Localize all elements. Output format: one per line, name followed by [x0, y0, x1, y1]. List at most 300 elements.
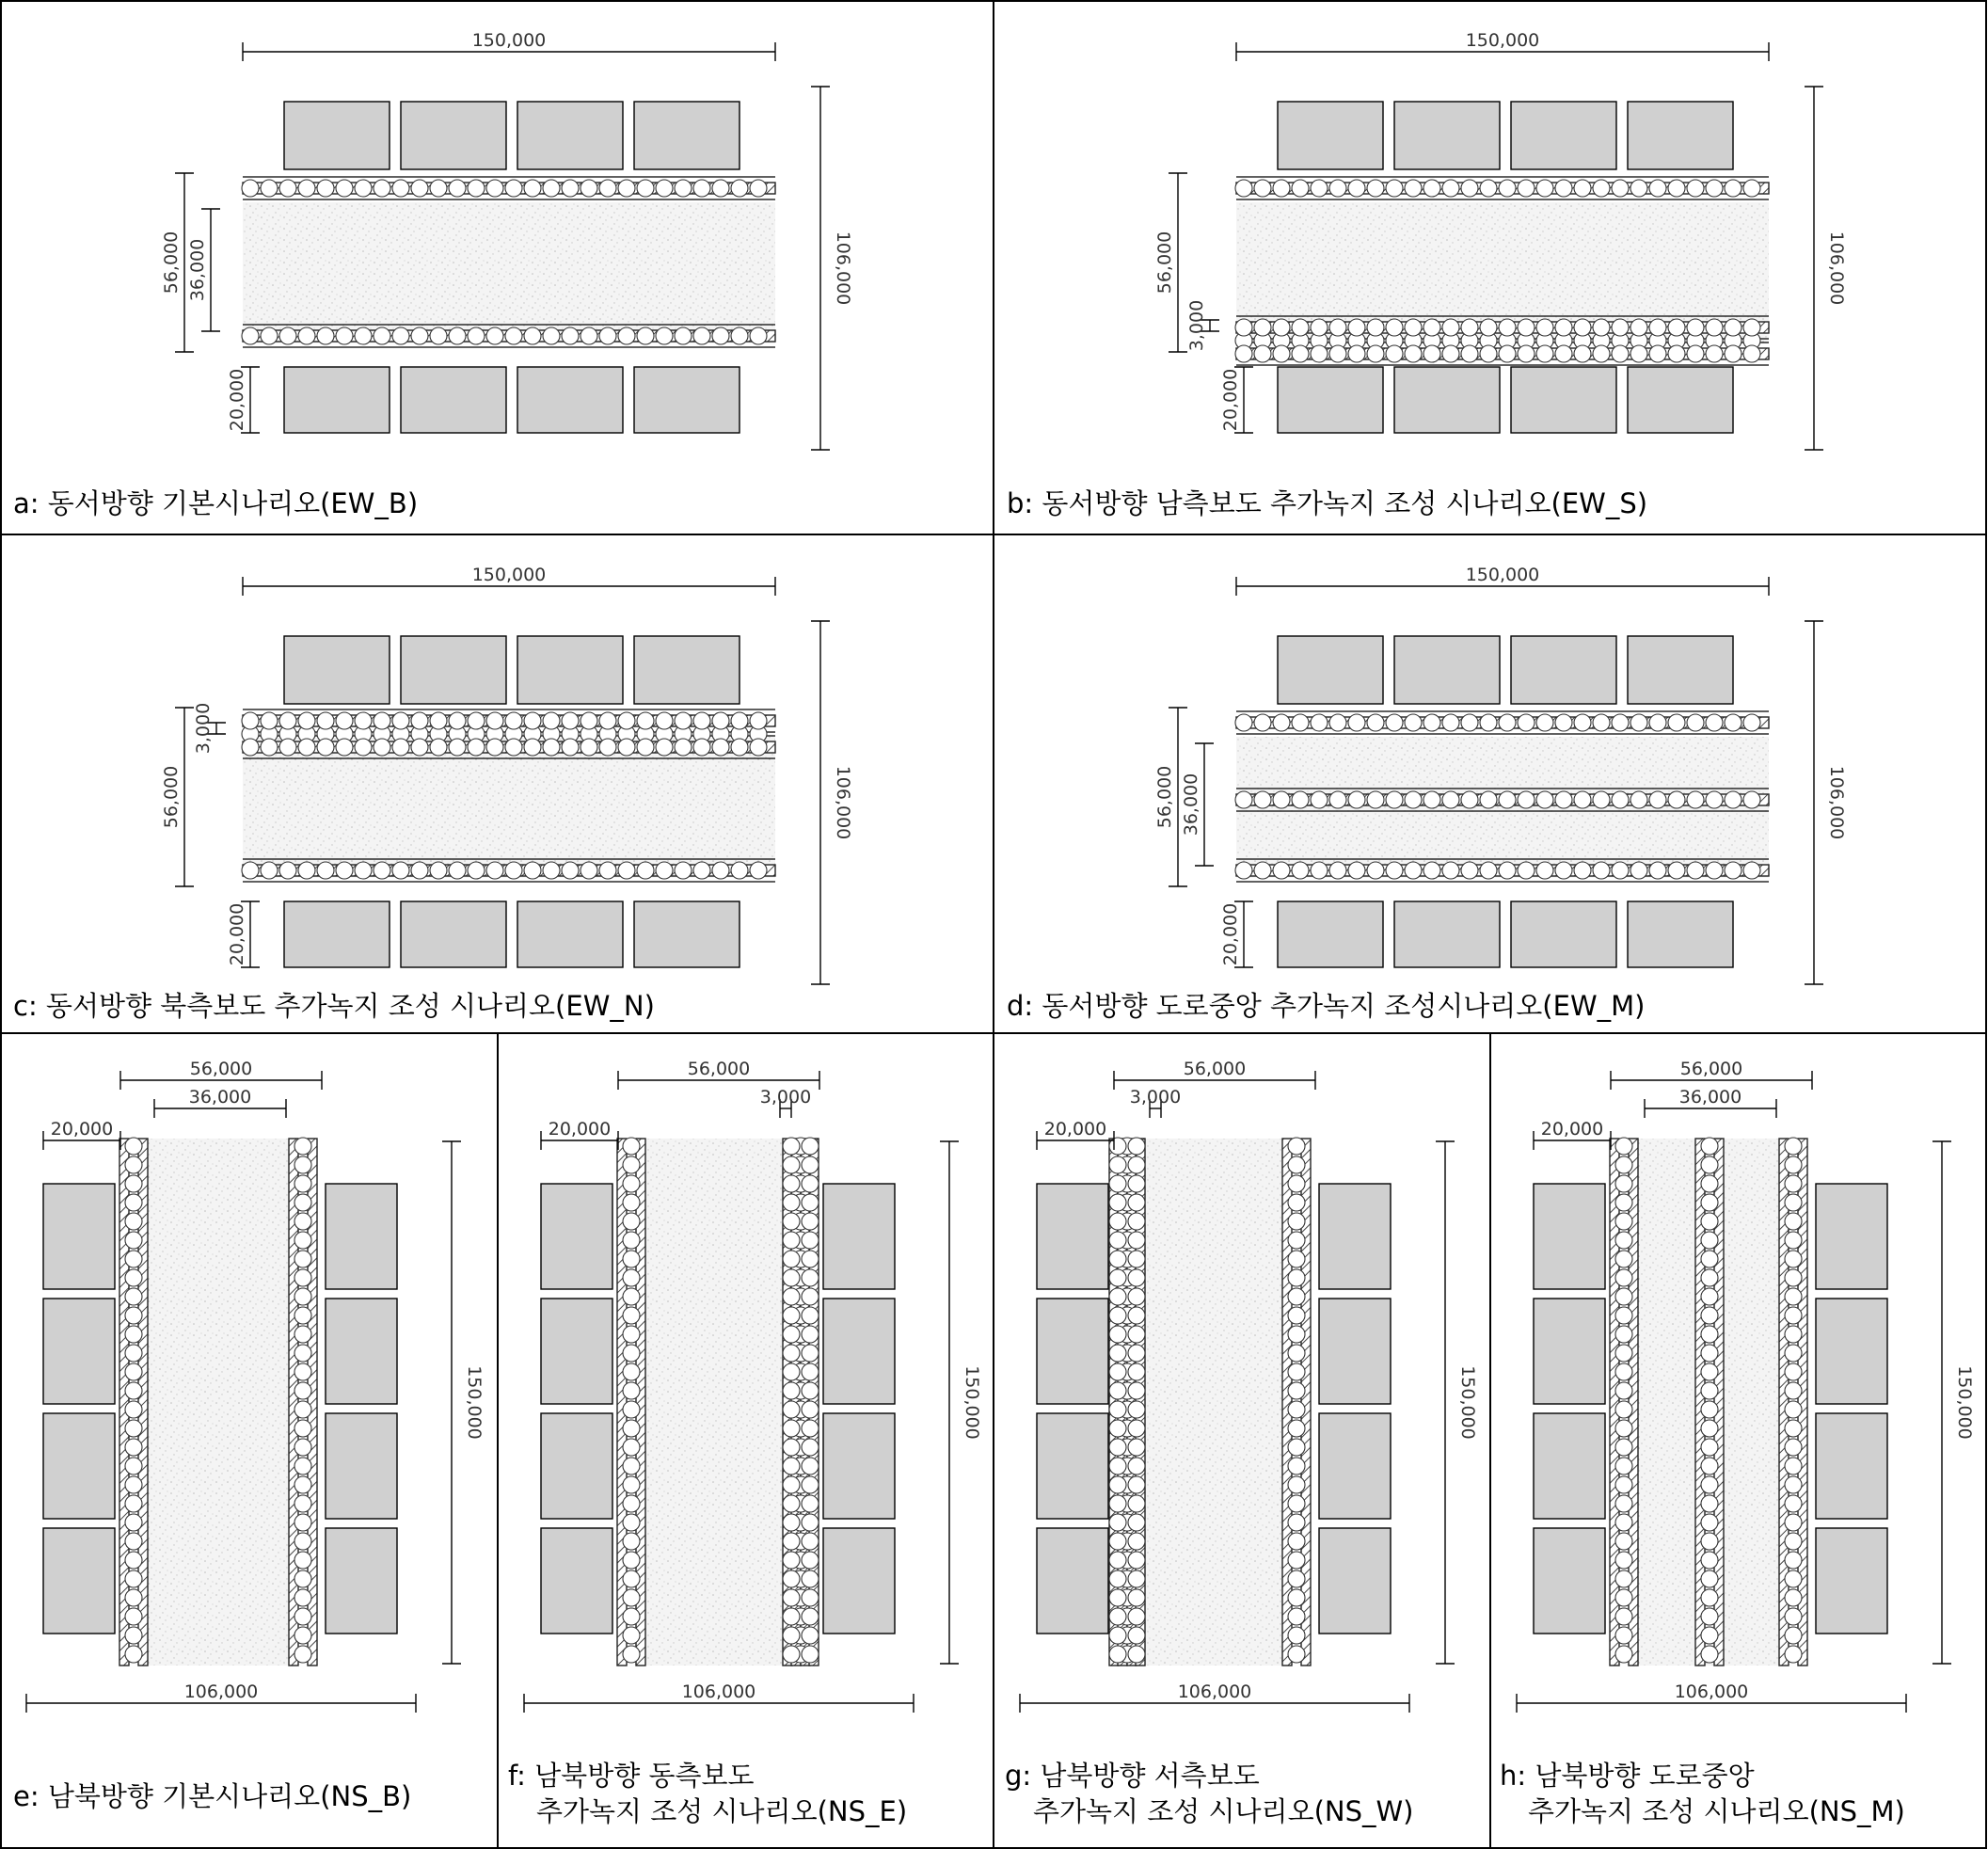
tree-icon — [750, 862, 767, 879]
tree-icon — [1615, 1552, 1632, 1569]
tree-icon — [1109, 1232, 1126, 1249]
tree-icon — [411, 739, 428, 756]
tree-icon — [294, 1627, 311, 1644]
tree-icon — [1109, 1269, 1126, 1286]
tree-icon — [505, 180, 522, 197]
tree-icon — [1288, 1326, 1305, 1343]
road-surface — [141, 1139, 297, 1666]
dimension-label: 106,000 — [183, 1682, 259, 1702]
tree-icon — [1128, 1232, 1145, 1249]
tree-icon — [524, 739, 541, 756]
caption-c — [13, 988, 655, 1024]
tree-icon — [562, 712, 579, 729]
tree-icon — [1128, 1345, 1145, 1362]
tree-icon — [1292, 319, 1309, 336]
tree-icon — [693, 180, 710, 197]
tree-icon — [802, 1627, 819, 1644]
tree-icon — [1615, 1458, 1632, 1474]
tree-icon — [294, 1495, 311, 1512]
building-block — [1278, 901, 1383, 967]
tree-icon — [731, 862, 748, 879]
tree-icon — [1128, 1269, 1145, 1286]
tree-icon — [1612, 791, 1629, 808]
tree-icon — [1612, 345, 1629, 362]
tree-icon — [1785, 1138, 1802, 1155]
tree-icon — [294, 1288, 311, 1305]
tree-icon — [1254, 791, 1271, 808]
tree-icon — [294, 1138, 311, 1155]
tree-icon — [411, 327, 428, 344]
tree-icon — [125, 1269, 142, 1286]
tree-icon — [1442, 345, 1459, 362]
tree-icon — [675, 862, 692, 879]
tree-icon — [1687, 862, 1704, 879]
tree-icon — [1292, 791, 1309, 808]
building-block — [1278, 636, 1383, 704]
tree-icon — [623, 1175, 640, 1192]
tree-icon — [1615, 1401, 1632, 1418]
dimension-label: 36,000 — [187, 238, 208, 302]
building-block — [1816, 1184, 1887, 1289]
tree-icon — [1701, 1213, 1718, 1230]
tree-icon — [1348, 319, 1365, 336]
tree-icon — [1480, 345, 1497, 362]
dimension-label: 36,000 — [1678, 1087, 1742, 1108]
tree-icon — [783, 1175, 800, 1192]
tree-icon — [543, 739, 560, 756]
tree-icon — [125, 1382, 142, 1399]
tree-icon — [783, 1533, 800, 1550]
tree-icon — [1109, 1495, 1126, 1512]
tree-icon — [1785, 1514, 1802, 1531]
tree-icon — [1555, 345, 1572, 362]
tree-icon — [623, 1514, 640, 1531]
tree-icon — [1235, 714, 1252, 731]
tree-icon — [1235, 180, 1252, 197]
tree-icon — [1743, 180, 1760, 197]
building-block — [1278, 102, 1383, 169]
tree-icon — [802, 1307, 819, 1324]
building-block — [517, 102, 623, 169]
tree-icon — [1311, 862, 1328, 879]
tree-icon — [1273, 862, 1290, 879]
dimension-label: 150,000 — [962, 1365, 982, 1440]
tree-icon — [1128, 1476, 1145, 1493]
tree-icon — [783, 1288, 800, 1305]
tree-icon — [1630, 714, 1647, 731]
tree-icon — [783, 1420, 800, 1437]
tree-icon — [125, 1251, 142, 1267]
caption-line: d: 동서방향 도로중앙 추가녹지 조성시나리오(EW_M) — [1007, 990, 1646, 1022]
building-block — [1037, 1299, 1108, 1404]
tree-icon — [242, 712, 259, 729]
building-block — [326, 1299, 397, 1404]
tree-icon — [731, 180, 748, 197]
tree-icon — [1288, 1420, 1305, 1437]
tree-icon — [637, 862, 654, 879]
tree-icon — [1480, 862, 1497, 879]
tree-icon — [1367, 319, 1384, 336]
building-block — [634, 636, 740, 704]
tree-icon — [1128, 1627, 1145, 1644]
tree-icon — [1615, 1326, 1632, 1343]
tree-icon — [1615, 1213, 1632, 1230]
tree-icon — [623, 1570, 640, 1587]
tree-icon — [1128, 1589, 1145, 1606]
caption-g — [1005, 1758, 1413, 1829]
tree-icon — [1329, 319, 1346, 336]
tree-icon — [1612, 319, 1629, 336]
tree-icon — [1615, 1156, 1632, 1173]
sidewalk-greenbelt — [1235, 316, 1769, 365]
building-block — [823, 1528, 895, 1634]
tree-icon — [1785, 1476, 1802, 1493]
tree-icon — [1593, 180, 1610, 197]
tree-icon — [637, 327, 654, 344]
tree-icon — [543, 712, 560, 729]
tree-icon — [392, 712, 409, 729]
tree-icon — [693, 862, 710, 879]
tree-icon — [1518, 714, 1535, 731]
tree-icon — [449, 712, 466, 729]
tree-icon — [1785, 1269, 1802, 1286]
tree-icon — [449, 739, 466, 756]
tree-icon — [1109, 1476, 1126, 1493]
tree-icon — [317, 327, 334, 344]
tree-icon — [355, 862, 372, 879]
tree-icon — [802, 1589, 819, 1606]
tree-icon — [1706, 180, 1723, 197]
tree-icon — [1615, 1589, 1632, 1606]
tree-icon — [279, 739, 296, 756]
tree-icon — [1649, 180, 1666, 197]
tree-icon — [279, 712, 296, 729]
tree-icon — [656, 180, 673, 197]
tree-icon — [1386, 180, 1403, 197]
tree-icon — [712, 712, 729, 729]
tree-icon — [1254, 862, 1271, 879]
tree-icon — [1785, 1288, 1802, 1305]
caption-line: f: 남북방향 동측보도 — [508, 1760, 755, 1792]
tree-icon — [1461, 319, 1478, 336]
building-block — [1319, 1299, 1391, 1404]
tree-icon — [562, 180, 579, 197]
tree-icon — [355, 327, 372, 344]
tree-icon — [802, 1138, 819, 1155]
tree-icon — [599, 739, 616, 756]
tree-icon — [392, 327, 409, 344]
tree-icon — [656, 739, 673, 756]
tree-icon — [1785, 1213, 1802, 1230]
building-block — [43, 1184, 115, 1289]
tree-icon — [294, 1420, 311, 1437]
tree-icon — [374, 712, 390, 729]
caption-line: h: 남북방향 도로중앙 — [1500, 1760, 1755, 1792]
tree-icon — [1128, 1570, 1145, 1587]
tree-icon — [1701, 1307, 1718, 1324]
tree-icon — [1329, 345, 1346, 362]
tree-icon — [1442, 862, 1459, 879]
tree-icon — [599, 180, 616, 197]
tree-icon — [430, 862, 447, 879]
tree-icon — [1725, 714, 1741, 731]
dimension-label: 20,000 — [227, 368, 247, 432]
tree-icon — [1423, 319, 1440, 336]
tree-icon — [298, 739, 315, 756]
tree-icon — [1701, 1401, 1718, 1418]
tree-icon — [505, 327, 522, 344]
tree-icon — [355, 180, 372, 197]
dimension-label: 106,000 — [833, 765, 853, 840]
tree-icon — [125, 1363, 142, 1380]
tree-icon — [1615, 1495, 1632, 1512]
tree-icon — [317, 862, 334, 879]
tree-icon — [374, 739, 390, 756]
building-block — [1628, 901, 1733, 967]
tree-icon — [1668, 180, 1685, 197]
sidewalk-greenbelt — [242, 177, 775, 199]
sidewalk-greenbelt — [1282, 1138, 1311, 1666]
tree-icon — [1518, 319, 1535, 336]
building-block — [326, 1413, 397, 1519]
tree-icon — [618, 327, 635, 344]
tree-icon — [1109, 1194, 1126, 1211]
sidewalk-greenbelt — [1695, 1138, 1724, 1666]
dimension-label: 3,000 — [759, 1087, 812, 1108]
tree-icon — [1128, 1420, 1145, 1437]
tree-icon — [279, 862, 296, 879]
tree-icon — [468, 712, 485, 729]
tree-icon — [618, 180, 635, 197]
tree-icon — [1288, 1213, 1305, 1230]
tree-icon — [125, 1232, 142, 1249]
tree-icon — [1405, 345, 1422, 362]
tree-icon — [1109, 1420, 1126, 1437]
tree-icon — [1518, 345, 1535, 362]
tree-icon — [298, 862, 315, 879]
tree-icon — [125, 1627, 142, 1644]
tree-icon — [1615, 1194, 1632, 1211]
tree-icon — [623, 1533, 640, 1550]
dimension-label: 36,000 — [188, 1087, 252, 1108]
tree-icon — [580, 862, 597, 879]
tree-icon — [1273, 319, 1290, 336]
tree-icon — [1367, 345, 1384, 362]
tree-icon — [1461, 791, 1478, 808]
tree-icon — [1649, 319, 1666, 336]
dimension-label: 150,000 — [1954, 1365, 1975, 1440]
building-block — [1511, 102, 1616, 169]
tree-icon — [1785, 1570, 1802, 1587]
tree-icon — [675, 327, 692, 344]
tree-icon — [336, 862, 353, 879]
tree-icon — [1701, 1570, 1718, 1587]
dimension-label: 106,000 — [1826, 231, 1847, 306]
tree-icon — [783, 1269, 800, 1286]
caption-f — [508, 1758, 907, 1829]
tree-icon — [1423, 345, 1440, 362]
building-block — [634, 901, 740, 967]
building-block — [1628, 636, 1733, 704]
caption-line: 추가녹지 조성 시나리오(NS_M) — [1528, 1795, 1905, 1827]
tree-icon — [618, 862, 635, 879]
tree-icon — [1743, 791, 1760, 808]
caption-a — [13, 486, 418, 521]
tree-icon — [1288, 1533, 1305, 1550]
tree-icon — [543, 862, 560, 879]
tree-icon — [637, 712, 654, 729]
tree-icon — [1423, 714, 1440, 731]
tree-icon — [1273, 791, 1290, 808]
building-block — [401, 102, 506, 169]
building-block — [284, 367, 390, 433]
tree-icon — [125, 1533, 142, 1550]
tree-icon — [1555, 714, 1572, 731]
tree-icon — [1518, 180, 1535, 197]
tree-icon — [1518, 862, 1535, 879]
tree-icon — [486, 327, 503, 344]
tree-icon — [1109, 1345, 1126, 1362]
tree-icon — [430, 327, 447, 344]
tree-icon — [1235, 345, 1252, 362]
tree-icon — [294, 1363, 311, 1380]
building-block — [541, 1184, 612, 1289]
sidewalk-greenbelt — [1235, 177, 1769, 199]
tree-icon — [125, 1570, 142, 1587]
tree-icon — [1348, 345, 1365, 362]
tree-icon — [1615, 1175, 1632, 1192]
tree-icon — [294, 1382, 311, 1399]
building-block — [326, 1184, 397, 1289]
tree-icon — [1574, 180, 1591, 197]
tree-icon — [1461, 862, 1478, 879]
tree-icon — [1442, 180, 1459, 197]
tree-icon — [1785, 1627, 1802, 1644]
road-surface — [243, 202, 775, 343]
sidewalk-greenbelt — [242, 709, 775, 758]
tree-icon — [449, 180, 466, 197]
tree-icon — [1109, 1533, 1126, 1550]
tree-icon — [486, 739, 503, 756]
tree-icon — [1701, 1420, 1718, 1437]
tree-icon — [783, 1194, 800, 1211]
tree-icon — [1367, 714, 1384, 731]
tree-icon — [1499, 791, 1516, 808]
building-block — [1534, 1528, 1605, 1634]
tree-icon — [294, 1156, 311, 1173]
tree-icon — [261, 712, 278, 729]
tree-icon — [294, 1552, 311, 1569]
tree-icon — [1348, 862, 1365, 879]
tree-icon — [750, 327, 767, 344]
tree-icon — [1615, 1420, 1632, 1437]
tree-icon — [623, 1458, 640, 1474]
dimension-label: 20,000 — [1220, 902, 1241, 966]
tree-icon — [1615, 1476, 1632, 1493]
tree-icon — [802, 1646, 819, 1663]
tree-icon — [637, 180, 654, 197]
tree-icon — [1311, 345, 1328, 362]
tree-icon — [1273, 714, 1290, 731]
tree-icon — [1743, 319, 1760, 336]
tree-icon — [1288, 1269, 1305, 1286]
tree-icon — [1128, 1401, 1145, 1418]
tree-icon — [1630, 345, 1647, 362]
tree-icon — [449, 862, 466, 879]
tree-icon — [783, 1627, 800, 1644]
tree-icon — [1536, 319, 1553, 336]
tree-icon — [392, 739, 409, 756]
tree-icon — [1785, 1363, 1802, 1380]
tree-icon — [1555, 319, 1572, 336]
tree-icon — [1701, 1194, 1718, 1211]
tree-icon — [802, 1269, 819, 1286]
tree-icon — [1725, 319, 1741, 336]
tree-icon — [802, 1213, 819, 1230]
building-block — [541, 1528, 612, 1634]
tree-icon — [1442, 714, 1459, 731]
tree-icon — [562, 327, 579, 344]
panel-a — [161, 30, 853, 450]
tree-icon — [1405, 791, 1422, 808]
tree-icon — [1480, 180, 1497, 197]
tree-icon — [802, 1533, 819, 1550]
tree-icon — [1128, 1608, 1145, 1625]
tree-icon — [355, 712, 372, 729]
tree-icon — [1785, 1156, 1802, 1173]
tree-icon — [580, 712, 597, 729]
tree-icon — [783, 1345, 800, 1362]
tree-icon — [1649, 714, 1666, 731]
tree-icon — [618, 712, 635, 729]
tree-icon — [802, 1175, 819, 1192]
panel-d — [1154, 565, 1847, 984]
tree-icon — [1109, 1552, 1126, 1569]
tree-icon — [562, 862, 579, 879]
dimension-label: 3,000 — [193, 702, 214, 755]
tree-icon — [505, 862, 522, 879]
tree-icon — [802, 1232, 819, 1249]
tree-icon — [1288, 1401, 1305, 1418]
dimension-label: 106,000 — [681, 1682, 756, 1702]
tree-icon — [1785, 1345, 1802, 1362]
tree-icon — [623, 1307, 640, 1324]
tree-icon — [294, 1401, 311, 1418]
panel-h — [1517, 1059, 1975, 1713]
building-block — [401, 901, 506, 967]
tree-icon — [1701, 1138, 1718, 1155]
tree-icon — [1630, 791, 1647, 808]
tree-icon — [1128, 1288, 1145, 1305]
building-block — [1319, 1413, 1391, 1519]
tree-icon — [1706, 714, 1723, 731]
tree-icon — [336, 739, 353, 756]
tree-icon — [802, 1363, 819, 1380]
tree-icon — [468, 739, 485, 756]
tree-icon — [1701, 1589, 1718, 1606]
tree-icon — [1109, 1458, 1126, 1474]
tree-icon — [783, 1363, 800, 1380]
tree-icon — [1128, 1138, 1145, 1155]
tree-icon — [1701, 1514, 1718, 1531]
tree-icon — [1386, 862, 1403, 879]
tree-icon — [1109, 1382, 1126, 1399]
road-surface — [639, 1139, 795, 1666]
tree-icon — [1615, 1382, 1632, 1399]
dimension-label: 20,000 — [50, 1119, 114, 1140]
tree-icon — [1574, 319, 1591, 336]
building-block — [1037, 1413, 1108, 1519]
